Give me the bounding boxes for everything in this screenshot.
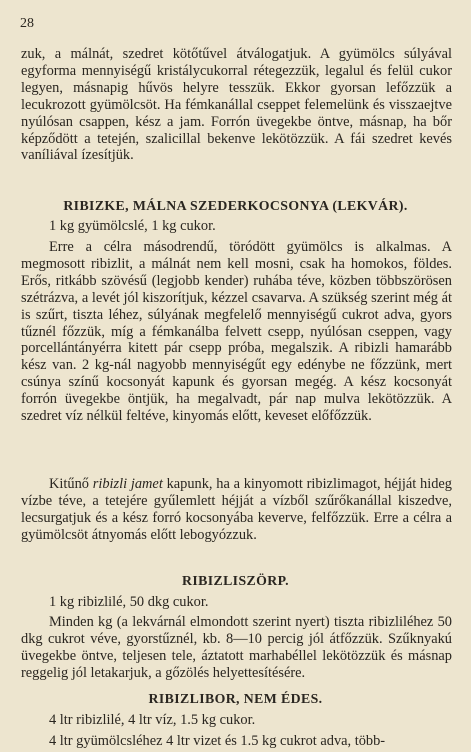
section-heading-ribizliszorp: RIBIZLISZÖRP. xyxy=(181,573,290,588)
section2-ingredients: 1 kg ribizlilé, 50 dkg cukor. xyxy=(49,594,209,610)
section-heading-ribizlibor: RIBIZLIBOR, NEM ÉDES. xyxy=(148,691,323,706)
section1-paragraph-2-start: Kitűnő xyxy=(49,476,93,492)
section1-paragraph-2-rest: kapunk, ha a kinyomott ribizlimagot, héjját hideg vízbe téve, a tetejére gyűlemlett héjját a vízből szűrőkanállal kiszedve, lecsurgatjuk és a kész forró kocsonyába keverve, felfőzzük. Erre a célra a gyümölcsöt átnyomás előtt lebogyózzuk. xyxy=(21,476,452,543)
intro-paragraph: zuk, a málnát, szedret kötőtűvel átválogatjuk. A gyümölcs súlyával egyforma mennyiségű kristálycukorral rétegezzük, legalul és felül cukor legyen, másnapig hűvös helyre tesszük. Ekkor gyorsan lefőzzük a lecukrozott gyümölcsöt. Ha fémkanállal cseppet felemelünk és visszaejtve nyúlósan csappen, kész a jam. Forrón üvegekbe öntve, másnap, ha bőr képződött a tetején, szalicillal bekenve lekötözzük. A fái szedret kevés vaníliával ízesítjük. xyxy=(21,46,452,164)
section1-paragraph-2 xyxy=(21,476,452,544)
section3-paragraph: 4 ltr gyümölcsléhez 4 ltr vizet és 1.5 kg cukrot adva, több- xyxy=(49,733,386,749)
section1-paragraph-1: Erre a célra másodrendű, töródött gyümölcs is alkalmas. A megmosott ribizlit, a málnát nem kell mosni, csak ha homokos, földes. Erős, ritkább szövésű (legjobb kender) ruhába téve, közben többszörösen szétrázva, a levét jól kiszorítjuk, kézzel csavarva. A szükség szerint még át is szűrt, tiszta léhez, súlyának megfelelő mennyiségű cukrot adva, gyors tűznél főzzük, míg a fémkanálba felvett csepp, nyúlósan cseppen, vagy porcellántányérra kitett pár csepp próba, megalszik. A ribizli hamarább kész van. 2 kg-nál nagyobb mennyiségűt egy edénybe ne főzzünk, mert csúnya színű kocsonyát kapunk és gyorsan megég. A kész kocsonyát forrón üvegekbe öntjük, ha megalvadt, pár nap mulva lekötözzük. A szedret víz nélkül feltéve, kinyomás előtt, keveset előfőzzük. xyxy=(21,239,452,425)
section1-ingredients: 1 kg gyümölcslé, 1 kg cukor. xyxy=(49,218,216,234)
section3-ingredients: 4 ltr ribizlilé, 4 ltr víz, 1.5 kg cukor. xyxy=(49,712,256,728)
section-heading-ribizke-malna-szederkocsonya: RIBIZKE, MÁLNA SZEDERKOCSONYA (LEKVÁR). xyxy=(63,198,408,213)
page-number: 28 xyxy=(20,16,34,31)
section2-paragraph: Minden kg (a lekvárnál elmondott szerint nyert) tiszta ribizliléhez 50 dkg cukrot véve, gyorstűznél, kb. 8—10 percig jól átfőzzük. Szűknyakú üvegekbe öntve, teljesen tele, áztatott marhabéllel lekötözzük és másnap reggelig jól letakarjuk, a gőzölés helyettesítésére. xyxy=(21,614,452,681)
ribizli-jam-emphasis: ribizli jamet xyxy=(92,476,163,492)
